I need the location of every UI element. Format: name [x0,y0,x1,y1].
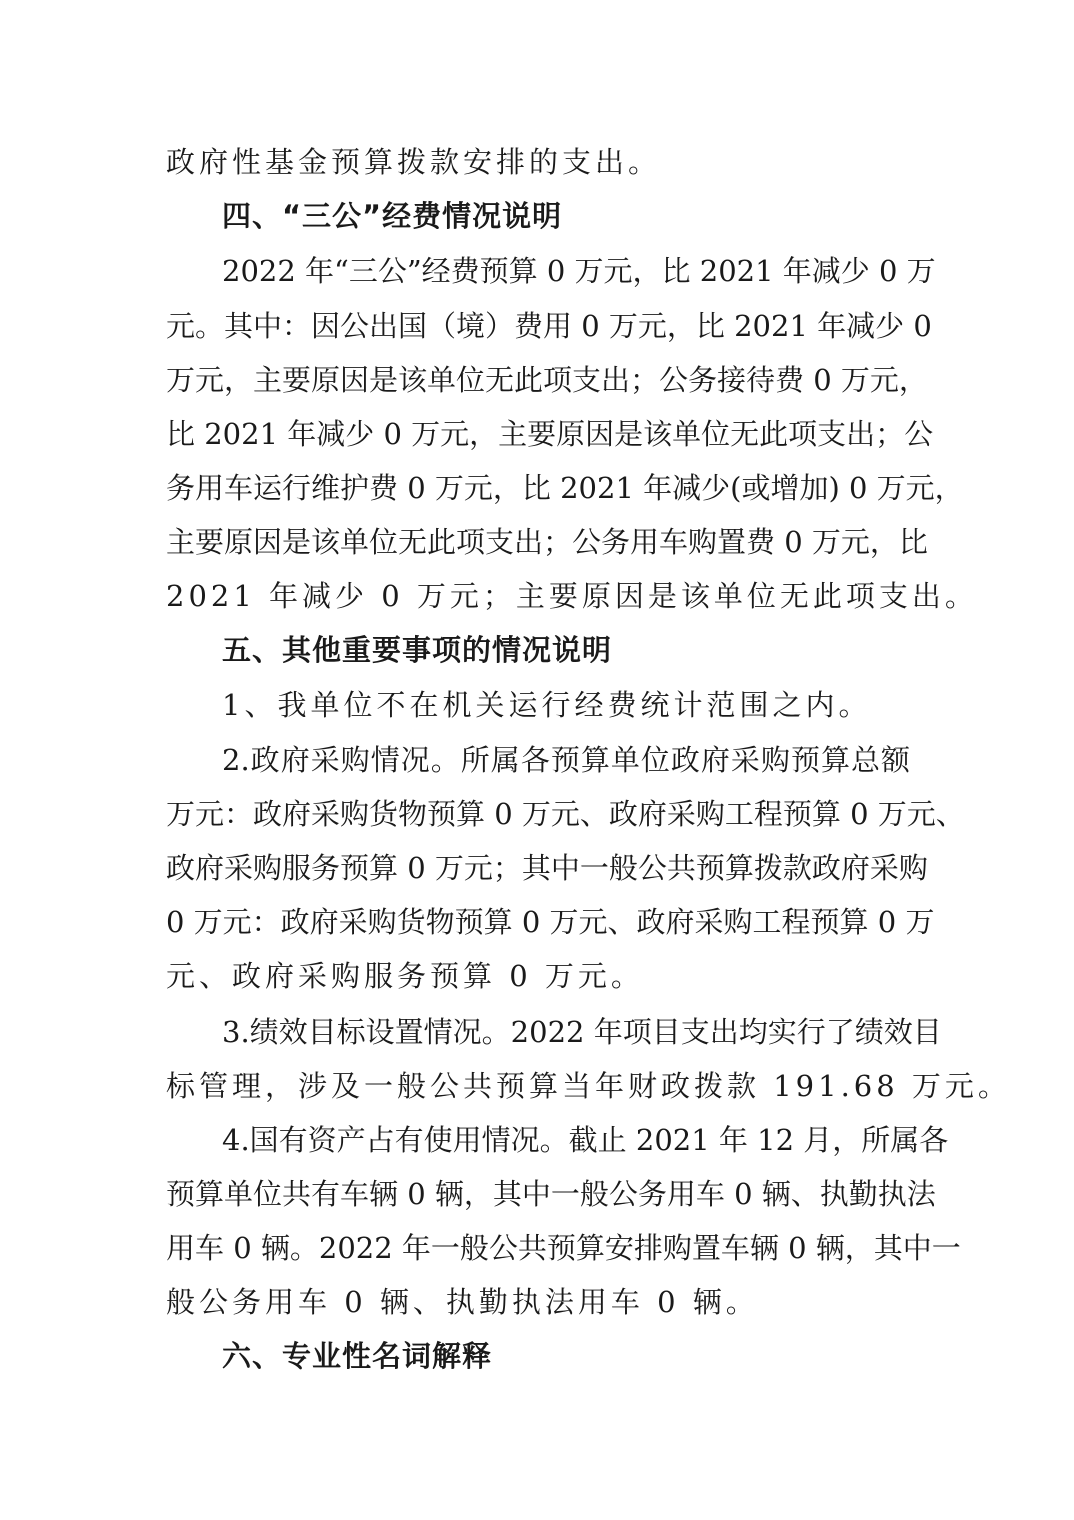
paragraph-line: 元。其中：因公出国（境）费用 0 万元，比 2021 年减少 0 [166,309,932,343]
paragraph-line: 万元：政府采购货物预算 0 万元、政府采购工程预算 0 万元、 [166,797,965,831]
paragraph-line: 般公务用车 0 辆、执勤执法用车 0 辆。 [166,1285,759,1319]
paragraph-line: 预算单位共有车辆 0 辆，其中一般公务用车 0 辆、执勤执法 [166,1177,936,1211]
paragraph-line: 4.国有资产占有使用情况。截止 2021 年 12 月，所属各 [222,1123,949,1157]
paragraph-line: 2022 年“三公”经费预算 0 万元，比 2021 年减少 0 万 [222,254,936,288]
paragraph-line: 政府采购服务预算 0 万元；其中一般公共预算拨款政府采购 [166,851,928,885]
paragraph-line: 万元，主要原因是该单位无此项支出；公务接待费 0 万元， [166,363,928,397]
paragraph-line: 标管理，涉及一般公共预算当年财政拨款 191.68 万元。 [166,1069,1011,1103]
paragraph-line: 比 2021 年减少 0 万元，主要原因是该单位无此项支出；公 [166,417,934,451]
paragraph-line: 2021 年减少 0 万元；主要原因是该单位无此项支出。 [166,579,978,613]
paragraph-line: 0 万元：政府采购货物预算 0 万元、政府采购工程预算 0 万 [166,905,935,939]
section-heading-six: 六、专业性名词解释 [222,1339,493,1373]
section-heading-four: 四、“三公”经费情况说明 [222,199,563,233]
paragraph-line: 元、政府采购服务预算 0 万元。 [166,959,644,993]
section-heading-five: 五、其他重要事项的情况说明 [222,633,613,667]
paragraph-line: 务用车运行维护费 0 万元，比 2021 年减少(或增加) 0 万元， [166,471,964,505]
paragraph-line: 1、我单位不在机关运行经费统计范围之内。 [222,688,872,722]
paragraph-line: 政府性基金预算拨款安排的支出。 [166,145,662,179]
paragraph-line: 3.绩效目标设置情况。2022 年项目支出均实行了绩效目 [222,1015,942,1049]
paragraph-line: 主要原因是该单位无此项支出；公务用车购置费 0 万元，比 [166,525,928,559]
paragraph-line: 2.政府采购情况。所属各预算单位政府采购预算总额 [222,743,910,777]
paragraph-line: 用车 0 辆。2022 年一般公共预算安排购置车辆 0 辆，其中一 [166,1231,961,1265]
